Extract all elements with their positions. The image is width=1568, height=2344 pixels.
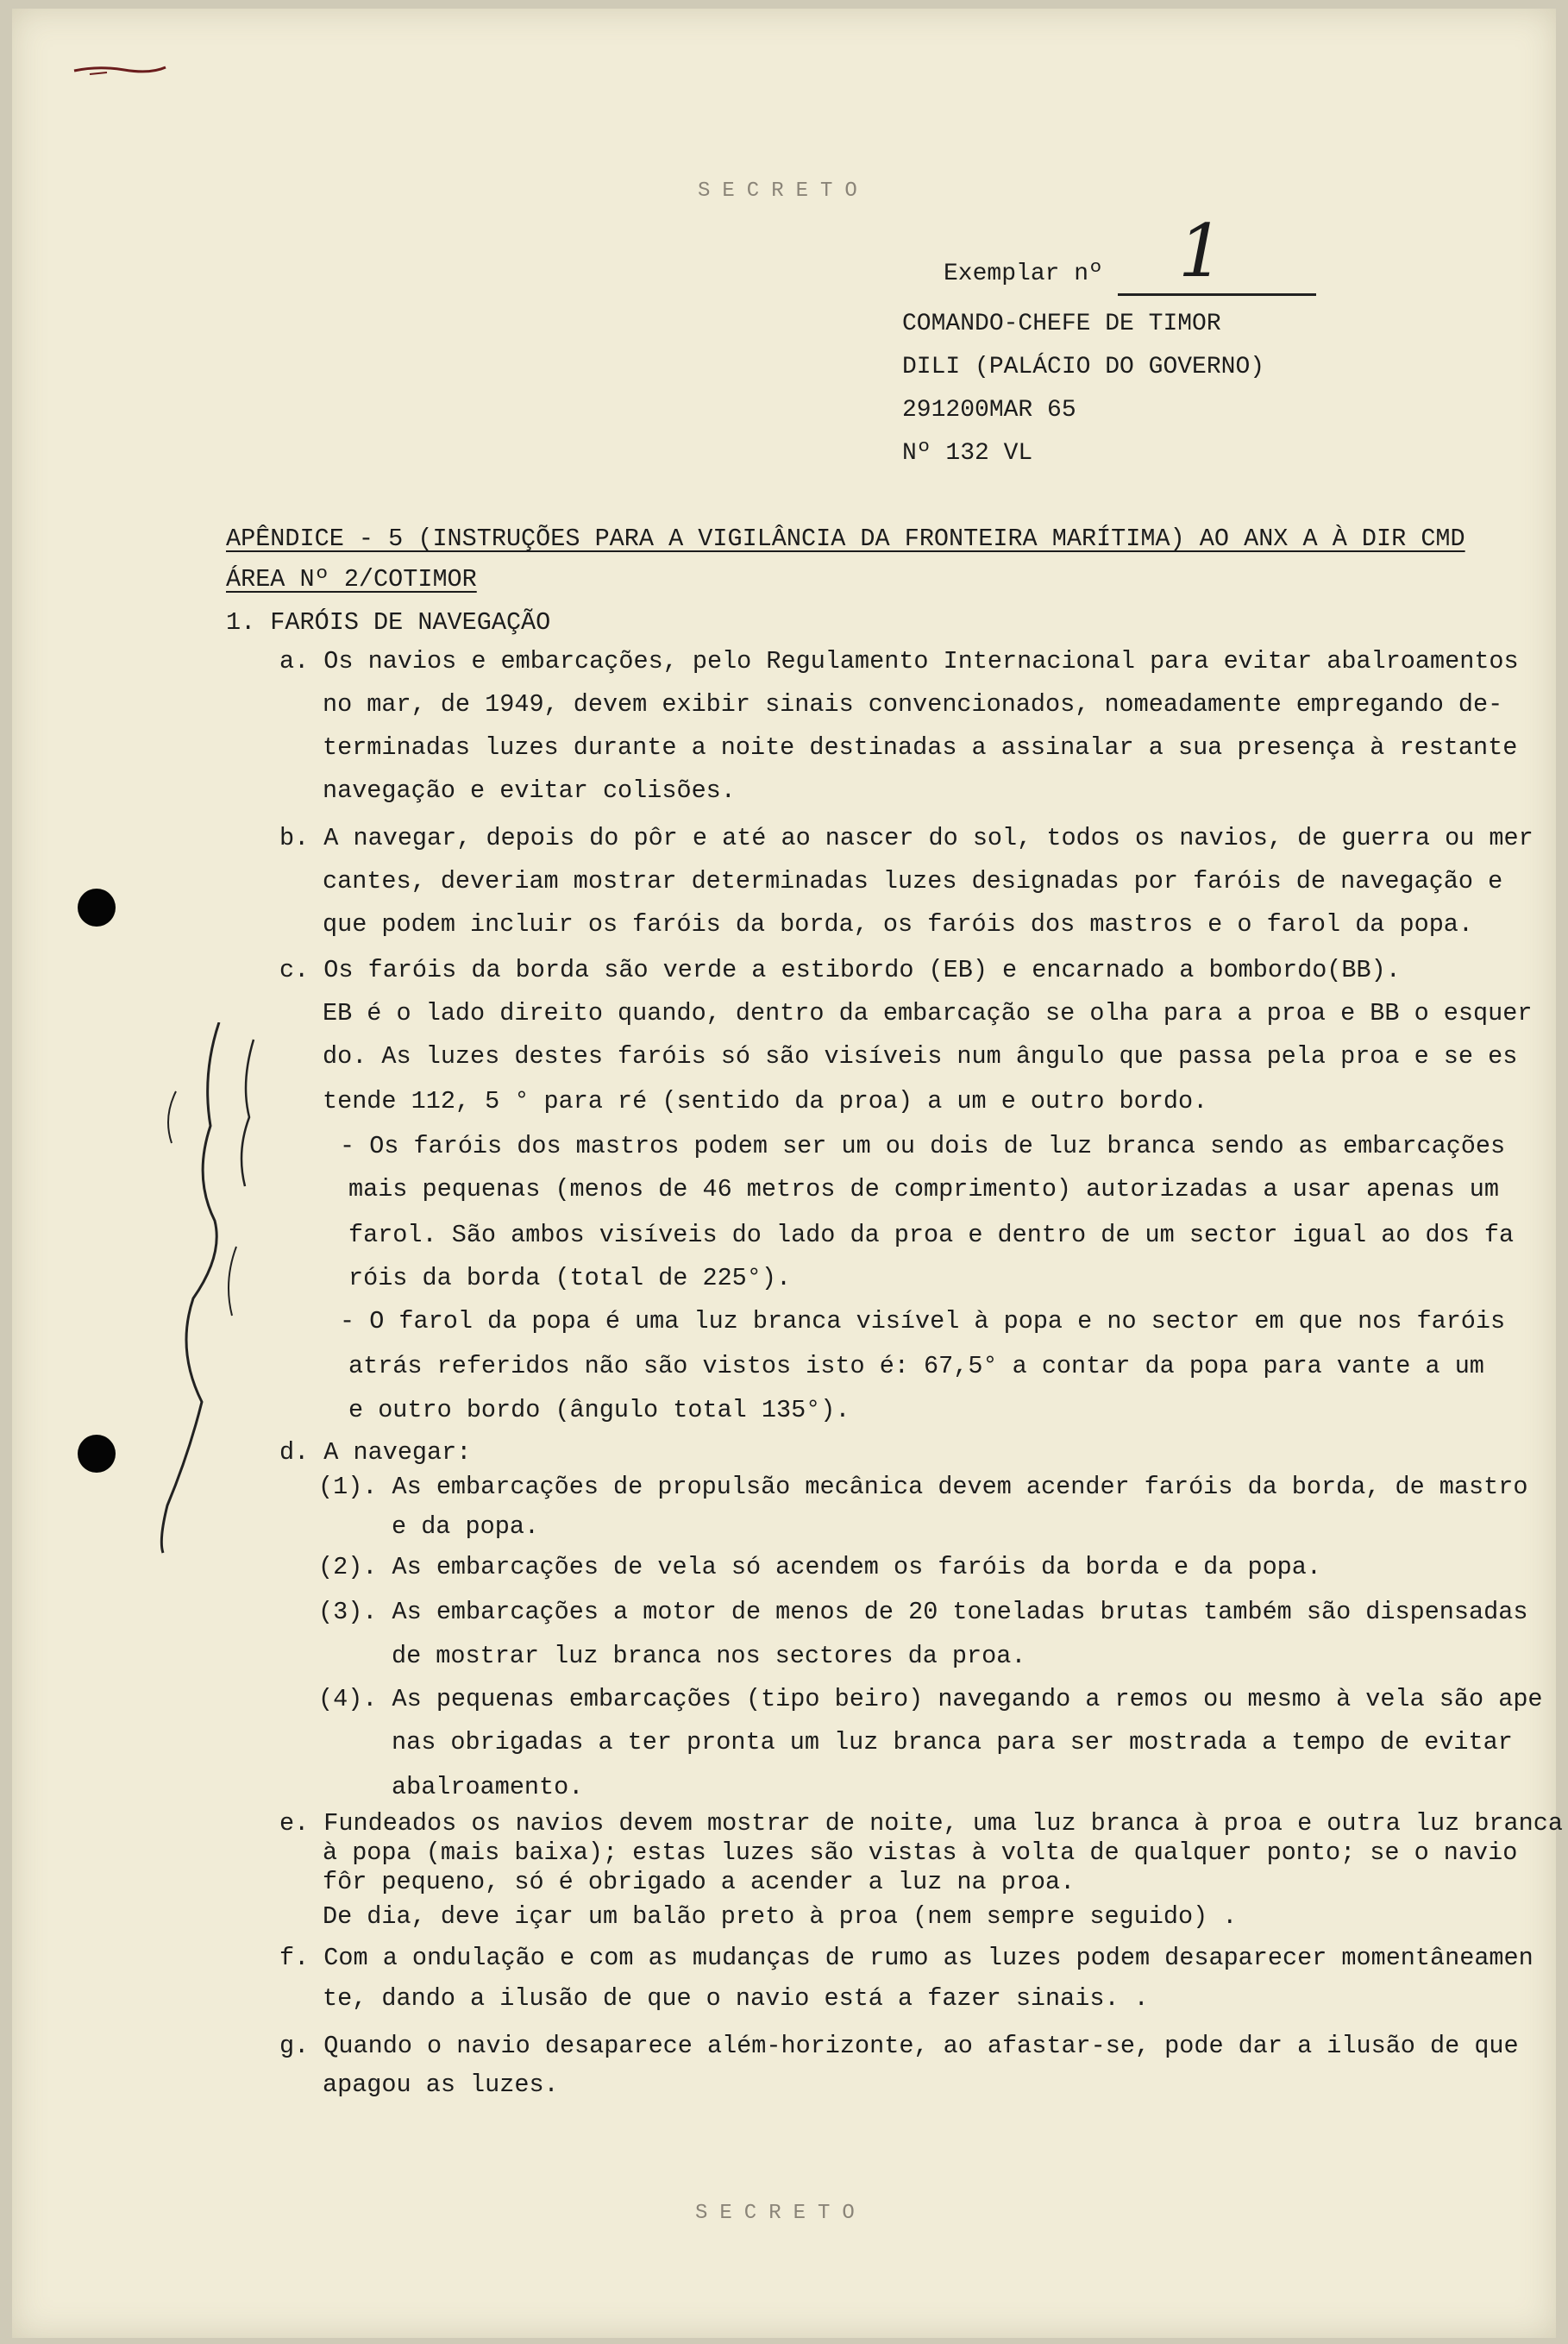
text-line: mais pequenas (menos de 46 metros de comprimento) autorizadas a usar apenas um xyxy=(348,1175,1500,1203)
text-line: navegação e evitar colisões. xyxy=(323,776,736,805)
text-line: do. As luzes destes faróis só são visíveis num ângulo que passa pela proa e se es xyxy=(323,1042,1518,1071)
text-line: que podem incluir os faróis da borda, os faróis dos mastros e o farol da popa. xyxy=(323,910,1474,939)
exemplar-number: 1 xyxy=(1178,209,1225,293)
exemplar-label: Exemplar nº xyxy=(944,261,1103,287)
reference-number: Nº 132 VL xyxy=(902,440,1033,467)
text-line: róis da borda (total de 225°). xyxy=(348,1264,792,1292)
text-line: - O farol da popa é uma luz branca visível à popa e no sector em que nos faróis xyxy=(340,1307,1506,1335)
date-time-group: 291200MAR 65 xyxy=(902,397,1076,424)
text-line: (3). As embarcações a motor de menos de 20 toneladas brutas também são dispensadas xyxy=(318,1598,1528,1626)
text-line: apagou as luzes. xyxy=(323,2071,559,2099)
document-page xyxy=(12,9,1563,2338)
text-line: à popa (mais baixa); estas luzes são vistas à volta de qualquer ponto; se o navio xyxy=(323,1838,1518,1867)
appendix-title-area: ÁREA Nº 2/COTIMOR xyxy=(226,565,477,594)
text-line: atrás referidos não são vistos isto é: 67,5° a contar da popa para vante a um xyxy=(348,1352,1484,1380)
classification-top: SECRETO xyxy=(698,179,869,203)
text-line: (2). As embarcações de vela só acendem os faróis da borda e da popa. xyxy=(318,1553,1321,1581)
text-line: terminadas luzes durante a noite destinadas a assinalar a sua presença à restante xyxy=(323,733,1518,762)
text-line: de mostrar luz branca nos sectores da proa. xyxy=(392,1642,1026,1670)
punch-hole xyxy=(78,1435,116,1473)
text-line: e da popa. xyxy=(392,1512,540,1541)
text-line: EB é o lado direito quando, dentro da embarcação se olha para a proa e BB o esquer xyxy=(323,999,1533,1027)
handwritten-signature xyxy=(141,1022,279,1557)
text-line: - Os faróis dos mastros podem ser um ou dois de luz branca sendo as embarcações xyxy=(340,1132,1506,1160)
text-line: no mar, de 1949, devem exibir sinais convencionados, nomeadamente empregando de- xyxy=(323,690,1503,719)
text-line: a. Os navios e embarcações, pelo Regulamento Internacional para evitar abalroamentos xyxy=(279,647,1519,676)
text-line: e outro bordo (ângulo total 135°). xyxy=(348,1396,850,1424)
text-line: c. Os faróis da borda são verde a estibordo (EB) e encarnado a bombordo(BB). xyxy=(279,956,1401,984)
classification-bottom: SECRETO xyxy=(695,2202,867,2225)
text-line: De dia, deve içar um balão preto à proa (nem sempre seguido) . xyxy=(323,1902,1238,1931)
text-line: te, dando a ilusão de que o navio está a fazer sinais. . xyxy=(323,1984,1149,2013)
text-line: abalroamento. xyxy=(392,1773,584,1801)
text-line: f. Com a ondulação e com as mudanças de rumo as luzes podem desaparecer momentâneamen xyxy=(279,1944,1534,1972)
text-line: b. A navegar, depois do pôr e até ao nascer do sol, todos os navios, de guerra ou mer xyxy=(279,824,1534,852)
text-line: fôr pequeno, só é obrigado a acender a luz na proa. xyxy=(323,1868,1076,1896)
section-heading: 1. FARÓIS DE NAVEGAÇÃO xyxy=(226,608,551,637)
text-line: g. Quando o navio desaparece além-horizonte, ao afastar-se, pode dar a ilusão de que xyxy=(279,2032,1519,2060)
command-name: COMANDO-CHEFE DE TIMOR xyxy=(902,311,1221,337)
text-line: nas obrigadas a ter pronta um luz branca para ser mostrada a tempo de evitar xyxy=(392,1728,1513,1756)
punch-hole xyxy=(78,889,116,927)
text-line: tende 112, 5 ° para ré (sentido da proa) a um e outro bordo. xyxy=(323,1087,1208,1115)
text-line: d. A navegar: xyxy=(279,1438,472,1467)
pen-mark xyxy=(72,62,167,79)
text-line: cantes, deveriam mostrar determinadas luzes designadas por faróis de navegação e xyxy=(323,867,1503,895)
text-line: (4). As pequenas embarcações (tipo beiro) navegando a remos ou mesmo à vela são ape xyxy=(318,1685,1543,1713)
text-line: farol. São ambos visíveis do lado da proa e dentro de um sector igual ao dos fa xyxy=(348,1221,1515,1249)
location: DILI (PALÁCIO DO GOVERNO) xyxy=(902,354,1265,380)
appendix-title: APÊNDICE - 5 (INSTRUÇÕES PARA A VIGILÂNCIA DA FRONTEIRA MARÍTIMA) AO ANX A À DIR CMD xyxy=(226,525,1465,553)
text-line: (1). As embarcações de propulsão mecânica devem acender faróis da borda, de mastro xyxy=(318,1473,1528,1501)
text-line: e. Fundeados os navios devem mostrar de noite, uma luz branca à proa e outra luz branca xyxy=(279,1809,1563,1838)
